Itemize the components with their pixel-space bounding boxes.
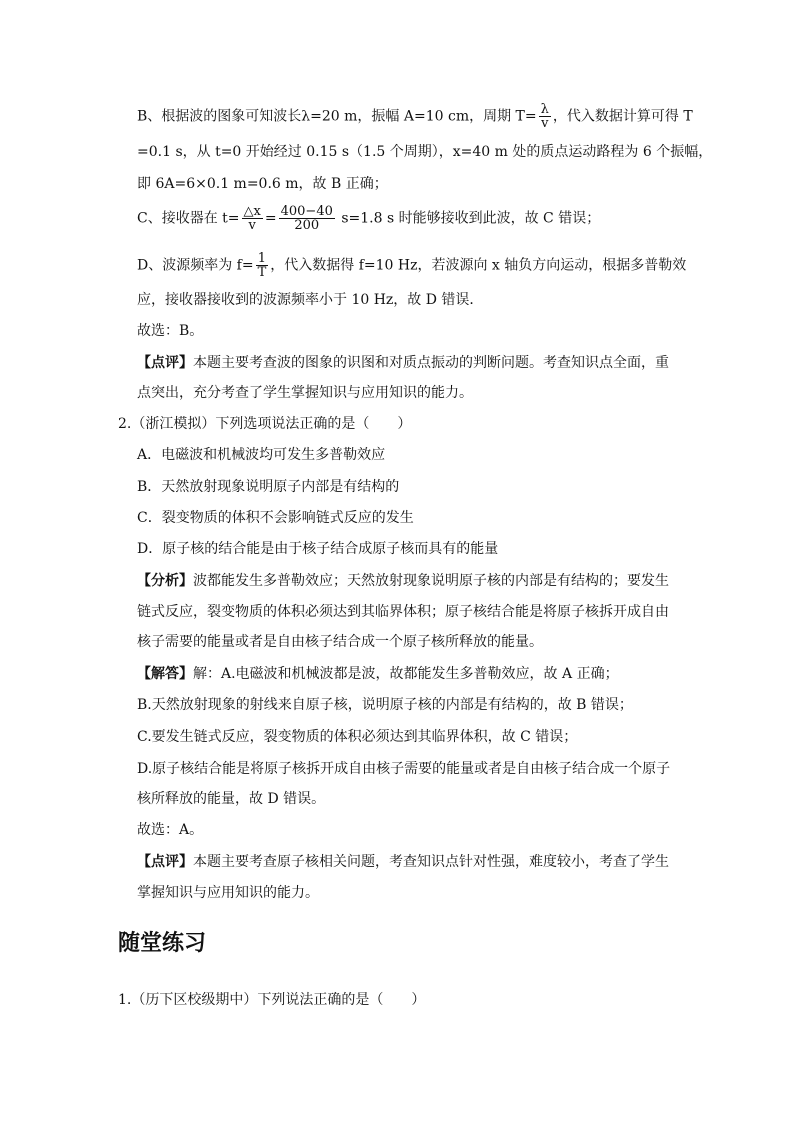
text: s=1.8 s 时能够接收到此波，故 C 错误； [341, 210, 601, 227]
q2-analysis-line1 [137, 572, 669, 590]
frac-num: 1 [257, 251, 267, 266]
fraction-lambda-over-v [539, 103, 551, 130]
q2-stem: 2.（浙江模拟）下列选项说法正确的是（ ） [118, 416, 412, 432]
text: D、波源频率为 f= [137, 257, 254, 274]
fraction-1-over-T [256, 252, 269, 279]
q2-solution-b: B.天然放射现象的射线来自原子核，说明原子核的内部是有结构的，故 B 错误； [137, 697, 633, 713]
fraction-dx-over-v [242, 205, 263, 232]
q1-comment-line1 [137, 354, 669, 372]
text: ，代入数据得 f=10 Hz，若波源向 x 轴负方向运动，根据多普勒效 [270, 257, 687, 274]
frac-num: 400−40 [280, 204, 333, 219]
q2-comment-line1 [137, 853, 669, 871]
frac-den: v [242, 218, 263, 232]
text: C、接收器在 t= [137, 210, 240, 227]
comment-tag: 【点评】 [137, 355, 193, 371]
text: 波都能发生多普勒效应；天然放射现象说明原子核的内部是有结构的；要发生 [193, 573, 669, 589]
q2-answer: 故选：A。 [137, 822, 204, 838]
solution-tag: 【解答】 [137, 666, 193, 682]
q2-solution-line1 [137, 665, 619, 683]
q1-b-line1 [137, 103, 693, 130]
q1-d-line1 [137, 252, 686, 279]
q2-option-c: C．裂变物质的体积不会影响链式反应的发生 [137, 510, 414, 526]
q2-analysis-line2: 链式反应，裂变物质的体积必须达到其临界体积；原子核结合能是将原子核拆开成自由 [137, 604, 669, 620]
section-title: 随堂练习 [118, 931, 207, 956]
q2-option-d: D．原子核的结合能是由于核子结合成原子核而具有的能量 [137, 541, 499, 557]
fraction-distance-over-speed [279, 205, 335, 232]
q2-solution-c: C.要发生链式反应，裂变物质的体积必须达到其临界体积，故 C 错误； [137, 729, 578, 745]
text: = [264, 210, 277, 227]
frac-den: v [539, 116, 551, 130]
text: 本题主要考查原子核相关问题，考查知识点针对性强，难度较小，考查了学生 [193, 854, 669, 870]
comment-tag: 【点评】 [137, 854, 193, 870]
frac-den: 200 [279, 218, 335, 232]
text: ，代入数据计算可得 T [552, 108, 693, 125]
q2-solution-d1: D.原子核结合能是将原子核拆开成自由核子需要的能量或者是自由核子结合成一个原子 [137, 761, 671, 777]
text: B、根据波的图象可知波长λ=20 m，振幅 A=10 cm，周期 T= [137, 108, 537, 125]
analysis-tag: 【分析】 [137, 573, 193, 589]
frac-den: T [257, 265, 267, 280]
frac-num: △x [243, 204, 261, 219]
q2-comment-line2: 掌握知识与应用知识的能力。 [137, 885, 319, 901]
text: 本题主要考查波的图象的识图和对质点振动的判断问题。考查知识点全面，重 [193, 355, 669, 371]
q2-option-b: B．天然放射现象说明原子内部是有结构的 [137, 479, 400, 495]
q1-c-line [137, 205, 600, 232]
q2-option-a: A．电磁波和机械波均可发生多普勒效应 [137, 447, 386, 463]
q1-answer: 故选：B。 [137, 323, 204, 339]
text: 解：A.电磁波和机械波都是波，故都能发生多普勒效应，故 A 正确； [193, 666, 619, 682]
exercise-1-stem: 1.（历下区校级期中）下列说法正确的是（ ） [118, 992, 426, 1008]
q2-solution-d2: 核所释放的能量，故 D 错误。 [137, 791, 326, 807]
q2-analysis-line3: 核子需要的能量或者是自由核子结合成一个原子核所释放的能量。 [137, 634, 543, 650]
q1-b-line3: 即 6A=6×0.1 m=0.6 m，故 B 正确； [137, 176, 388, 192]
frac-num: λ [540, 102, 549, 117]
q1-d-line2: 应，接收器接收到的波源频率小于 10 Hz，故 D 错误． [137, 292, 484, 308]
q1-comment-line2: 点突出，充分考查了学生掌握知识与应用知识的能力。 [137, 385, 473, 401]
q1-b-line2: =0.1 s，从 t=0 开始经过 0.15 s（1.5 个周期），x=40 m 处的质点运动路程为 6 个振幅， [137, 144, 713, 160]
